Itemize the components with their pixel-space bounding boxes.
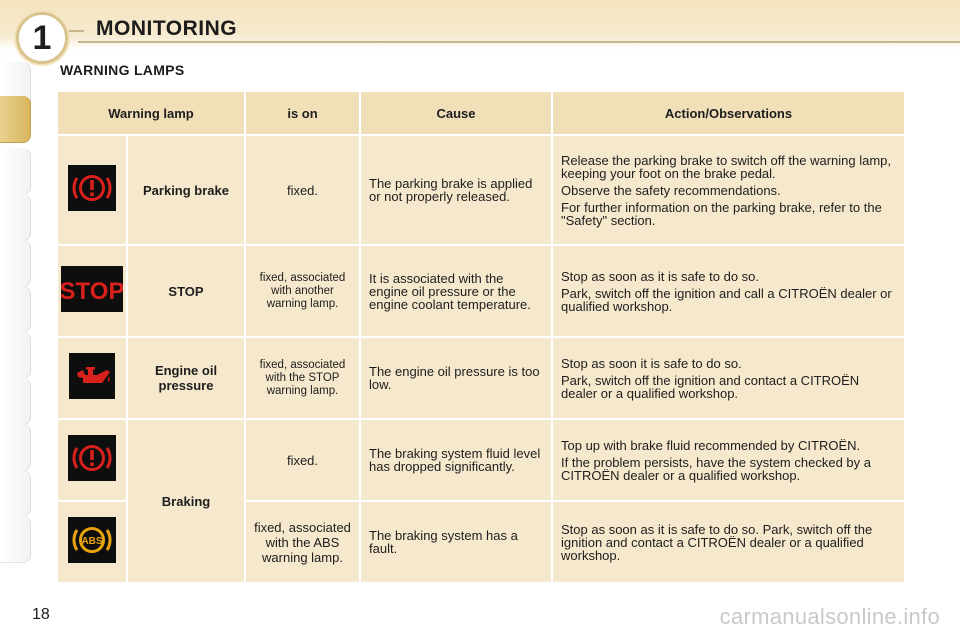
lamp-name: Engine oil pressure (127, 337, 245, 419)
is-on-value: fixed, associated with the ABS warning lamp. (245, 501, 360, 583)
action-line: Park, switch off the ignition and call a CITROËN dealer or qualified workshop. (561, 285, 892, 314)
table-row-braking-fluid (57, 419, 905, 501)
side-tab[interactable] (0, 194, 31, 241)
section-title: WARNING LAMPS (60, 62, 185, 78)
lamp-name: Parking brake (127, 135, 245, 245)
stop-icon-text: STOP (61, 277, 123, 305)
cause-text: It is associated with the engine oil pressure or the engine coolant temperature. (360, 245, 552, 337)
brake-warning-icon (68, 435, 116, 486)
watermark: carmanualsonline.info (719, 604, 940, 629)
stop-warning-icon (61, 266, 123, 317)
table-header-row (57, 91, 905, 135)
action-line: Top up with brake fluid recommended by CITROËN. (561, 437, 861, 453)
header-action: Action/Observations (552, 91, 905, 135)
table-row-parking-brake (57, 135, 905, 245)
action-line: Stop as soon it is safe to do so. (561, 355, 742, 371)
warning-lamps-table (56, 90, 906, 584)
side-tab[interactable] (0, 148, 31, 195)
header-cause: Cause (360, 91, 552, 135)
lamp-cell (57, 245, 127, 337)
action-text (552, 245, 905, 337)
cause-text: The braking system fluid level has dropped significantly. (360, 419, 552, 501)
header-warning-lamp: Warning lamp (57, 91, 245, 135)
action-line: Park, switch off the ignition and contact a CITROËN dealer or a qualified workshop. (561, 372, 860, 401)
lamp-cell (57, 501, 127, 583)
lamp-name: STOP (127, 245, 245, 337)
side-tab[interactable] (0, 240, 31, 287)
lamp-cell (57, 419, 127, 501)
side-tab[interactable] (0, 470, 31, 517)
chapter-title: MONITORING (96, 17, 238, 40)
is-on-value: fixed. (245, 419, 360, 501)
chapter-number: 1 (32, 18, 52, 57)
page-number: 18 (32, 606, 50, 623)
oil-can-icon (69, 353, 115, 404)
side-tab[interactable] (0, 286, 31, 333)
table-row-stop (57, 245, 905, 337)
action-line: If the problem persists, have the system checked by a CITROËN dealer or a qualified workshop. (561, 454, 871, 483)
is-on-value: fixed. (245, 135, 360, 245)
action-text (552, 337, 905, 419)
side-tab[interactable] (0, 424, 31, 471)
action-text (552, 419, 905, 501)
warning-lamps-table-wrap (56, 90, 904, 584)
action-text (552, 501, 905, 583)
action-line: For further information on the parking brake, refer to the "Safety" section. (561, 199, 882, 228)
is-on-value: fixed, associated with the STOP warning lamp. (245, 337, 360, 419)
action-line: Observe the safety recommendations. (561, 182, 781, 198)
side-tab-active[interactable] (0, 96, 31, 143)
lamp-cell (57, 337, 127, 419)
table-row-engine-oil (57, 337, 905, 419)
parking-brake-warning-icon (68, 165, 116, 216)
cause-text: The parking brake is applied or not properly released. (360, 135, 552, 245)
side-tab[interactable] (0, 332, 31, 379)
action-line: Stop as soon as it is safe to do so. Park, switch off the ignition and contact a CITROËN dealer or a qualified workshop. (561, 521, 873, 563)
header-is-on: is on (245, 91, 360, 135)
header-rule (78, 41, 960, 43)
action-text (552, 135, 905, 245)
chapter-side-tabs (0, 62, 34, 582)
abs-icon-text: ABS (81, 535, 103, 547)
abs-warning-icon (68, 517, 116, 568)
lamp-cell (57, 135, 127, 245)
action-line: Release the parking brake to switch off the warning lamp, keeping your foot on the brake pedal. (561, 152, 891, 181)
cause-text: The engine oil pressure is too low. (360, 337, 552, 419)
chapter-number-badge (16, 12, 68, 64)
action-line: Stop as soon as it is safe to do so. (561, 268, 760, 284)
cause-text: The braking system has a fault. (360, 501, 552, 583)
side-tab[interactable] (0, 516, 31, 563)
side-tab[interactable] (0, 378, 31, 425)
lamp-name: Braking (127, 419, 245, 583)
is-on-value: fixed, associated with another warning lamp. (245, 245, 360, 337)
